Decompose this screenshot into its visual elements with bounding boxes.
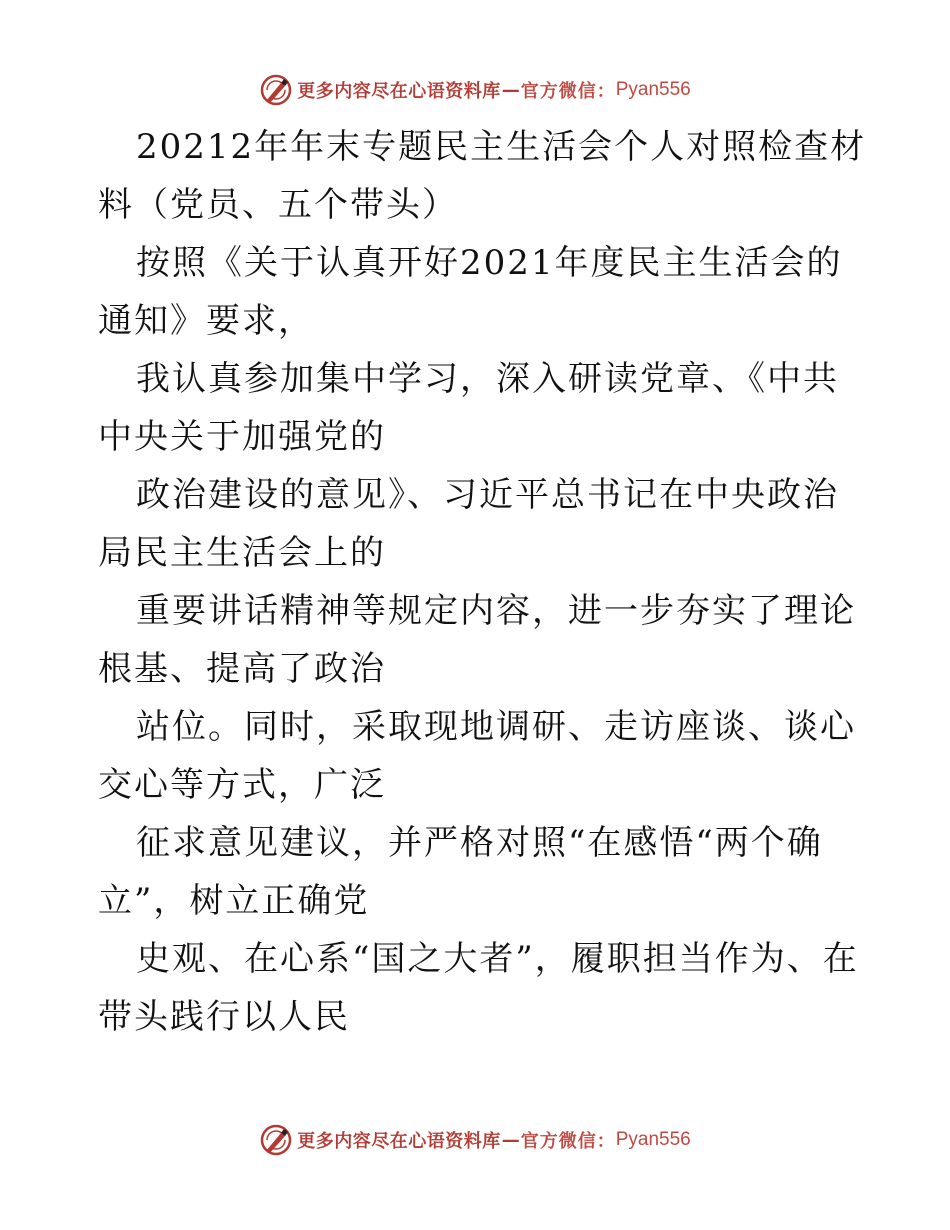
watermark-label: 官方微信：: [520, 1131, 616, 1152]
watermark-dash: —: [501, 79, 520, 101]
text-line: 心等方式，广泛: [134, 765, 386, 805]
text-line: 带头践行以人民: [98, 997, 350, 1037]
document-paragraph: [98, 234, 868, 350]
watermark-main-text: 更多内容尽在心语资料库: [297, 1131, 501, 1152]
document-body: [98, 118, 868, 1046]
text-line: 按照《关于认真开好2021年度民主生活会的通: [98, 243, 843, 341]
footer-watermark: [0, 1120, 950, 1160]
text-line: 政治建设的意见》、习近平总书记在中央政治局: [98, 475, 839, 573]
pen-circle-logo-icon: [259, 1123, 293, 1157]
watermark-account: Pyan556: [615, 1129, 691, 1150]
text-line: 征求意见建议，并严格对照“在感悟“两个确: [136, 823, 823, 863]
text-line: 立”，树立正确党: [98, 881, 370, 921]
text-line: 站位。同时，采取现地调研、走访座谈、谈心交: [98, 707, 856, 805]
document-paragraph-title: [98, 118, 868, 234]
text-line: 我认真参加集中学习，深入研读党章、《中共中: [98, 359, 839, 457]
document-paragraph: [98, 698, 868, 814]
document-paragraph: [98, 930, 868, 1046]
watermark-account: Pyan556: [615, 79, 691, 100]
watermark-dash: —: [501, 1129, 520, 1151]
text-line: 民主生活会上的: [134, 533, 386, 573]
document-paragraph: [98, 582, 868, 698]
text-line: 史观、在心系“国之大者”，履职担当作为、在: [136, 939, 859, 979]
text-line: 央关于加强党的: [134, 417, 386, 457]
pen-circle-logo-icon: [259, 73, 293, 107]
text-line: 料（党员、五个带头）: [98, 185, 458, 225]
text-line: 知》要求，: [134, 301, 314, 341]
text-line: 基、提高了政治: [134, 649, 386, 689]
watermark-label: 官方微信：: [520, 81, 616, 102]
document-paragraph: [98, 466, 868, 582]
watermark-main-text: 更多内容尽在心语资料库: [297, 81, 501, 102]
text-line: 20212年年末专题民主生活会个人对照检查材: [136, 127, 867, 167]
header-watermark: [0, 70, 950, 110]
document-paragraph: [98, 814, 868, 930]
text-line: 重要讲话精神等规定内容，进一步夯实了理论根: [98, 591, 856, 689]
document-paragraph: [98, 350, 868, 466]
